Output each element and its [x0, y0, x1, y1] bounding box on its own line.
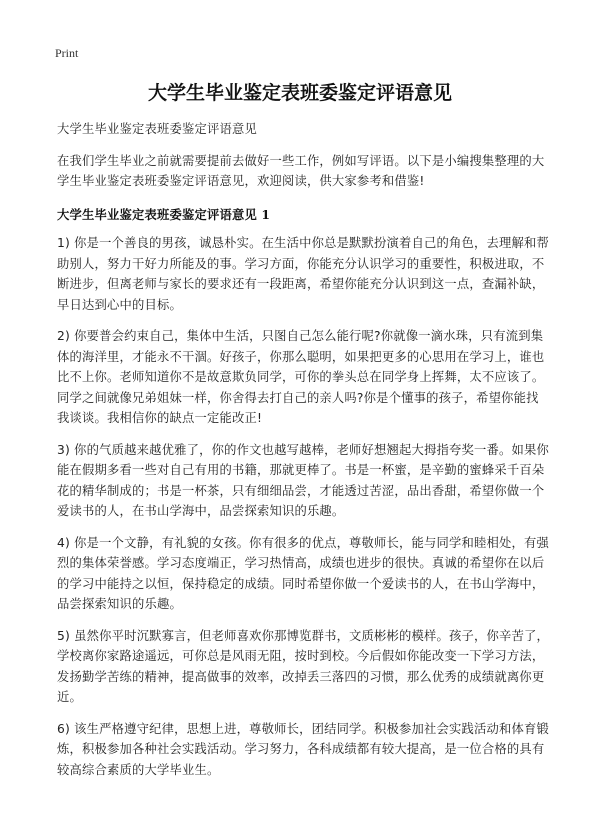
comment-paragraph-5: 5) 虽然你平时沉默寡言，但老师喜欢你那博览群书，文质彬彬的模样。孩子，你辛苦了，学校离你家路途遥远，可你总是风雨无阻，按时到校。今后假如你能改变一下学习方法，发扬勤学苦练的精神，提高做事的效率，改掉丢三落四的习惯，那么优秀的成绩就离你更近。: [57, 628, 550, 704]
comment-paragraph-4: 4) 你是一个文静，有礼貌的女孩。你有很多的优点，尊敬师长，能与同学和睦相处，有强烈的集体荣誉感。学习态度端正，学习热情高，成绩也进步的很快。真诚的希望你在以后的学习中能持之以恒，保持稳定的成绩。同时希望你做一个爱读书的人，在书山学海中，品尝探索知识的乐趣。: [57, 535, 550, 611]
page-title: 大学生毕业鉴定表班委鉴定评语意见: [147, 82, 452, 104]
document-subtitle: 大学生毕业鉴定表班委鉴定评语意见: [57, 122, 257, 136]
comment-paragraph-2: 2) 你要普会约束自己，集体中生活，只图自己怎么能行呢?你就像一滴水珠，只有流到集体的海洋里，才能永不干涸。好孩子，你那么聪明，如果把更多的心思用在学习上，谁也比不上你。老师知道你不是故意欺负同学，可你的拳头总在同学身上挥舞，太不应该了。同学之间就像兄弟姐妹一样，你舍得去打自己的亲人吗?你是个懂事的孩子，希望你能找我谈谈。我相信你的缺点一定能改正!: [57, 329, 545, 425]
section-heading: 大学生毕业鉴定表班委鉴定评语意见 1: [57, 206, 271, 222]
comment-paragraph-1: 1) 你是一个善良的男孩，诚恳朴实。在生活中你总是默默扮演着自己的角色，去理解和帮助别人，努力干好力所能及的事。学习方面，你能充分认识学习的重要性，积极进取，不断进步，但离老师与家长的要求还有一段距离，希望你能充分认识到这一点，查漏补缺，早日达到心中的目标。: [57, 236, 550, 312]
print-link[interactable]: Print: [55, 46, 79, 60]
intro-paragraph: 在我们学生毕业之前就需要提前去做好一些工作，例如写评语。以下是小编搜集整理的大学生毕业鉴定表班委鉴定评语意见，欢迎阅读，供大家参考和借鉴!: [57, 153, 545, 188]
comment-paragraph-6: 6) 该生严格遵守纪律，思想上进，尊敬师长，团结同学。积极参加社会实践活动和体育锻炼，积极参加各种社会实践活动。学习努力，各科成绩都有较大提高，是一位合格的具有较高综合素质的大学毕业生。: [57, 721, 550, 777]
document-body: [57, 119, 550, 791]
comment-paragraph-3: 3) 你的气质越来越优雅了，你的作文也越写越棒，老师好想翘起大拇指夸奖一番。如果你能在假期多看一些对自己有用的书籍，那就更棒了。书是一杯蜜，是辛勤的蜜蜂采千百朵花的精华制成的；书是一杯茶，只有细细品尝，才能透过苦涩，品出香甜，希望你做一个爱读书的人，在书山学海中，品尝探索知识的乐趣。: [57, 442, 550, 518]
